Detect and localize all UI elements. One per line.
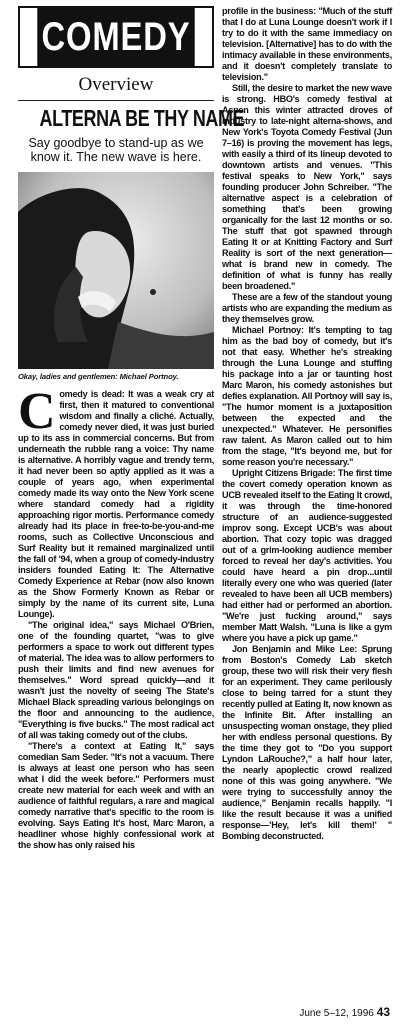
paragraph: Jon Benjamin and Mike Lee: Sprung from Boston's Comedy Lab sketch group, these two will risk their very flesh for an experiment. They came perilously close to being tarred for a stunt they recently pulled at Eating It, now known as the Infinite Bit. After installing an unsuspecting woman onstage, they plied her with endless personal questions. By the time they got to "Do you support Lyndon LaRouche?," a half hour later, the nearly apoplectic crowd realized none of this was going anywhere. "We were trying to successfully annoy the audience," Benjamin recalls happily. "I like the result because it was a unified response—'Hey, let's kill them!' " Bombing deconstructed. <box>222 644 392 841</box>
portrait-illustration <box>18 172 214 369</box>
page-number: 43 <box>376 1005 390 1019</box>
left-column <box>18 6 245 851</box>
headline: ALTERNA BE THY NAME <box>39 105 245 131</box>
page-footer <box>299 1005 390 1019</box>
paragraph: These are a few of the standout young artists who are expanding the medium as they themselves grow. <box>222 292 392 324</box>
kicker: Overview <box>78 74 154 95</box>
section-banner <box>18 6 214 68</box>
right-article-body <box>222 6 392 842</box>
paragraph: profile in the business: "Much of the stuff that I do at Luna Lounge doesn't work if I try to do it with the same immediacy on television. [Alternative] has to do with the intimacy available in these environments, and it doesn't completely translate to television." <box>222 6 392 82</box>
paragraph-text: omedy is dead: It was a weak cry at first, then it matured to conventional wisdom and finally a cliché. Actually, comedy never died, it was just buried up to its ass in commercial concerns. But from underneath the rubble rang a voice: Thy name is alternative. A horribly vague and trendy term, it had never been so aptly applied as it was a couple of years ago, when experimental comedy made its way onto the New York scene where standard comedy had a rigidity approaching rigor mortis. Performance comedy already had its place in free-to-be-you-and-me rooms, such as Collective Unconscious and Surf Reality but it remained marginalized until the fall of '94, when a group of comedy-industry insiders founded Eating It: The Alternative Comedy Experience at Rebar (now also known as the Show Formerly Known as Rebar or simply by the name of its current site, Luna Lounge). <box>18 389 214 619</box>
deck: Say goodbye to stand-up as we know it. The new wave is here. <box>28 136 204 164</box>
paragraph <box>18 383 214 620</box>
photo-caption: Okay, ladies and gentlemen: Michael Portnoy. <box>18 372 179 381</box>
paragraph: "The original idea," says Michael O'Brien, one of the founding quartet, "was to give performers a space to work out different types of material. The idea was to allow performers to push their limits and find new avenues for themselves." Word spread quickly—and it wasn't just the novelty of seeing The State's Michael Black spreading various belongings on the floor and announcing to the audience, "Everything is five bucks." The most radical act of all was taking comedy out of the clubs. <box>18 620 214 740</box>
issue-date: June 5–12, 1996 <box>299 1008 374 1019</box>
paragraph: "There's a context at Eating It," says comedian Sam Seder. "It's not a vacuum. There is always at least one person who has seen what I did the week before." Performers must create new material for each week and with an audience of faithful regulars, a rare and magical comedy narrative that's specific to the room is evolving. Says Eating It's host, Marc Maron, a headliner whose highly confessional work at the show has only raised his <box>18 741 214 850</box>
paragraph: Upright Citizens Brigade: The first time the covert comedy operation known as UCB revealed itself to the Eating It crowd, it was through the time-honored structure of an audience-suggested improv song. Except UCB's was about abortion. That cozy topic was dragged out of a grim-looking audience member forced to reveal her day's activities. You could have heard a pin drop...until literally every one who was queried (later revealed to have been all UCB members) had either had or performed an abortion. "We're just fucking around," says member Matt Walsh. "Luna is like a gym where you have a pick up game." <box>222 468 392 643</box>
paragraph: Still, the desire to market the new wave is strong. HBO's comedy festival at Aspen this winter attracted droves of industry to late-night alterna-shows, and New York's Toyota Comedy Festival (Jun 7–16) is proving the movement has legs, with easily a third of its lineup devoted to downtown artists and venues. "This festival speaks to New York," says founding producer John Schreiber. "The alternative aspect is a celebration of something that's been growing organically for the last 12 months or so. The stuff that got spawned through Eating It or at Knitting Factory and Surf Reality is sort of the next generation—what is brand new in comedy. The definition of what is funny has really been broadened." <box>222 83 392 291</box>
portrait-photo <box>18 172 214 369</box>
divider <box>18 100 214 101</box>
paragraph: Michael Portnoy: It's tempting to tag him as the bad boy of comedy, but it's not that easy. Whether he's streaking through the Luna Lounge and stuffing his package into a jar or taunting host Marc Maron, his comedy astonishes but defies explanation. All Portnoy will say is, "The humor moment is a juxtaposition between the expected and the unexpected." Whatever. He personifies raw talent. As Maron called out to him from the stage, "It's beyond me, but for some reason you're necessary." <box>222 325 392 467</box>
left-article-body <box>18 383 214 851</box>
drop-cap: C <box>18 383 56 440</box>
section-title: COMEDY <box>37 8 194 66</box>
